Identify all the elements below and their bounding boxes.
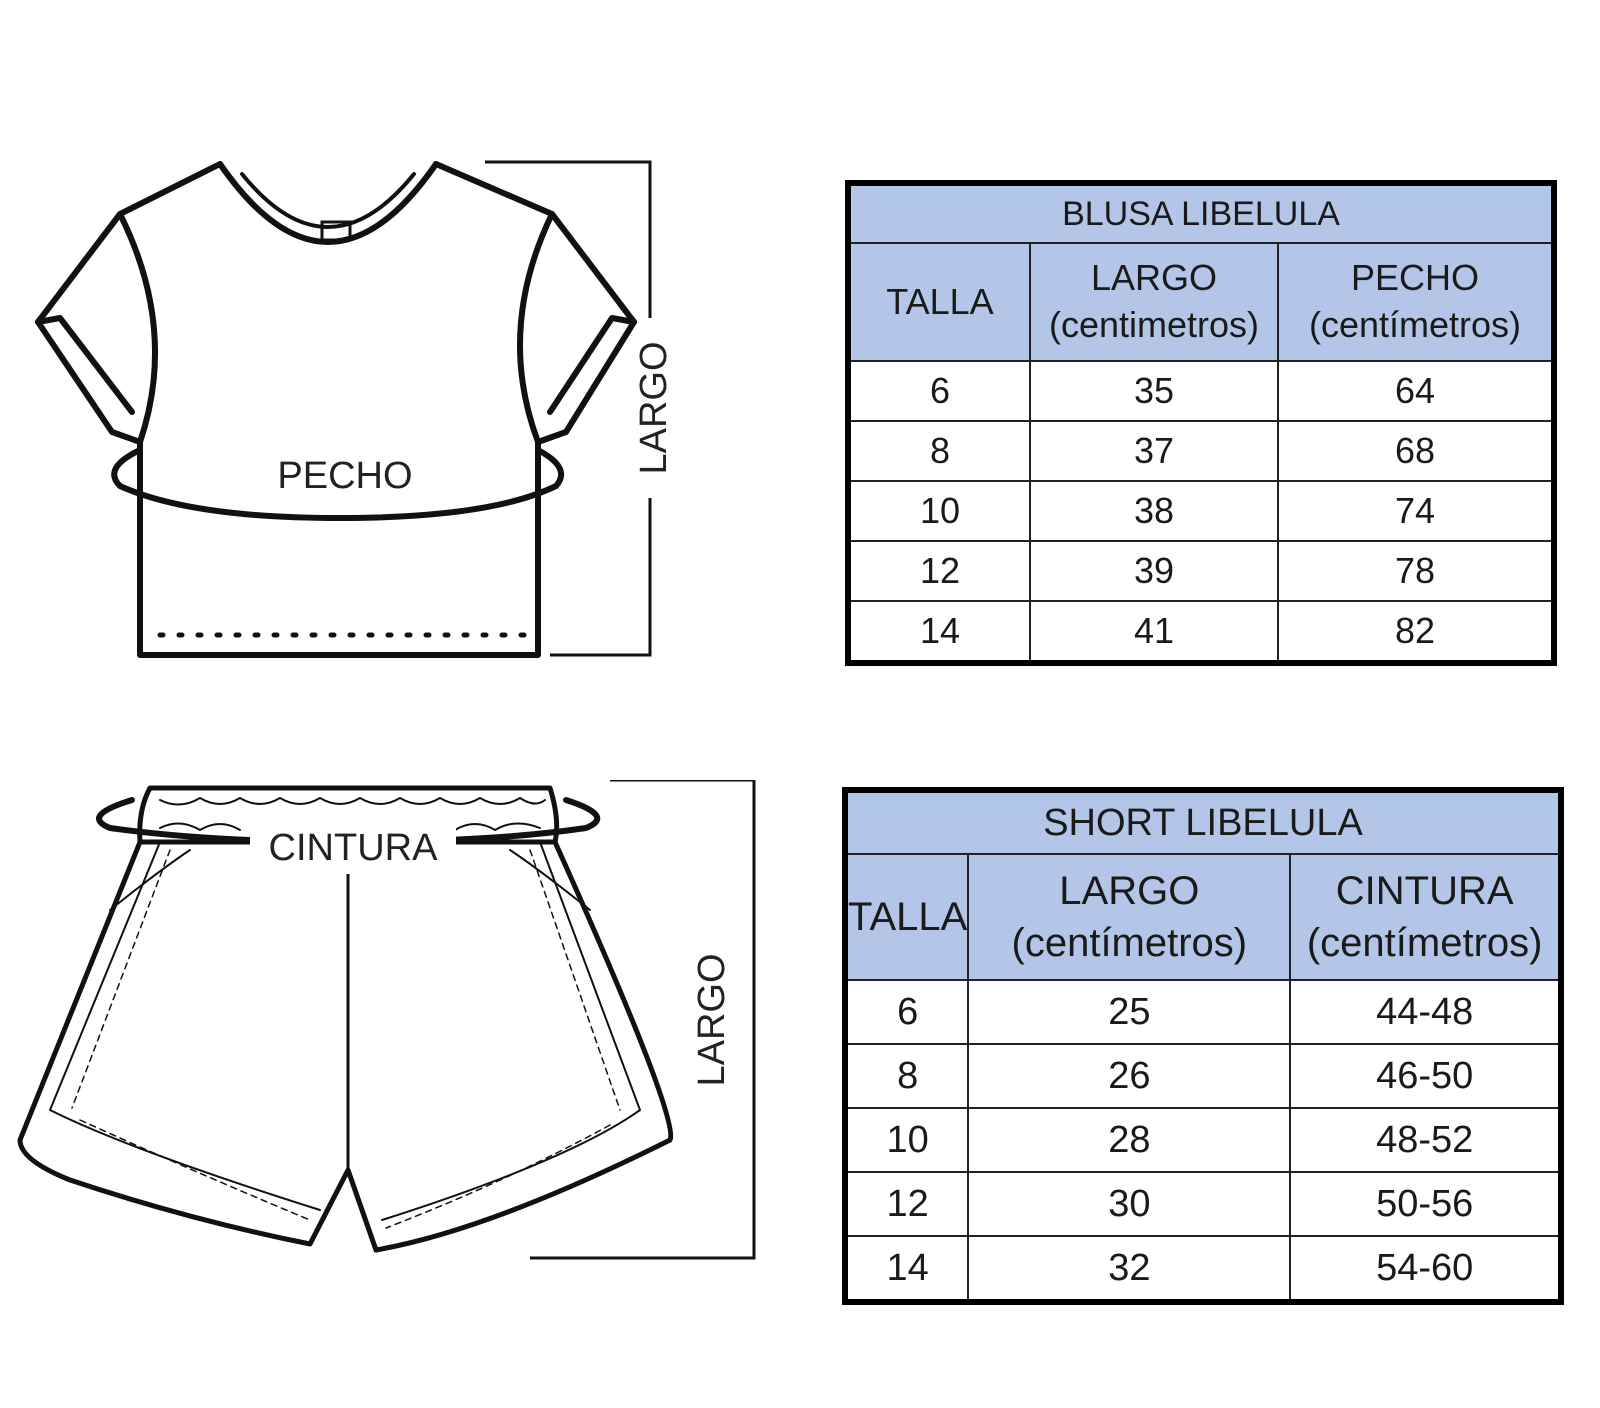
table-row bbox=[845, 1236, 1561, 1302]
cell-largo: 35 bbox=[1030, 361, 1278, 421]
header-largo-line1: LARGO bbox=[1090, 257, 1218, 299]
cell-talla: 14 bbox=[848, 601, 1030, 663]
table-row bbox=[845, 1108, 1561, 1172]
cell-pecho: 68 bbox=[1278, 421, 1554, 481]
waist-label: CINTURA bbox=[268, 827, 438, 869]
header-pecho-line2: (centímetros) bbox=[1308, 304, 1522, 345]
shirt-illustration bbox=[20, 150, 720, 690]
cell-talla: 6 bbox=[848, 361, 1030, 421]
table-row bbox=[845, 1172, 1561, 1236]
cell-cintura: 46-50 bbox=[1290, 1044, 1561, 1108]
cell-largo: 38 bbox=[1030, 481, 1278, 541]
shorts-length-label: LARGO bbox=[691, 953, 733, 1087]
cell-talla: 8 bbox=[845, 1044, 968, 1108]
header-largo-line2: (centimetros) bbox=[1048, 304, 1260, 345]
table-row bbox=[848, 601, 1554, 663]
cell-pecho: 64 bbox=[1278, 361, 1554, 421]
cell-talla: 12 bbox=[845, 1172, 968, 1236]
blusa-table-title: BLUSA LIBELULA bbox=[848, 183, 1554, 243]
header-cintura-line1: CINTURA bbox=[1335, 869, 1514, 913]
table-row bbox=[845, 1044, 1561, 1108]
cell-talla: 14 bbox=[845, 1236, 968, 1302]
header-largo-line1: LARGO bbox=[1059, 869, 1200, 913]
header-pecho bbox=[1278, 243, 1554, 361]
cell-talla: 6 bbox=[845, 980, 968, 1044]
cell-talla: 10 bbox=[845, 1108, 968, 1172]
cell-talla: 10 bbox=[848, 481, 1030, 541]
table-row bbox=[848, 541, 1554, 601]
header-talla: TALLA bbox=[848, 243, 1030, 361]
cell-pecho: 74 bbox=[1278, 481, 1554, 541]
cell-pecho: 82 bbox=[1278, 601, 1554, 663]
cell-talla: 8 bbox=[848, 421, 1030, 481]
cell-largo: 30 bbox=[968, 1172, 1290, 1236]
table-row bbox=[845, 980, 1561, 1044]
cell-pecho: 78 bbox=[1278, 541, 1554, 601]
chest-label: PECHO bbox=[277, 455, 413, 497]
header-largo bbox=[1030, 243, 1278, 361]
cell-largo: 28 bbox=[968, 1108, 1290, 1172]
cell-cintura: 44-48 bbox=[1290, 980, 1561, 1044]
cell-talla: 12 bbox=[848, 541, 1030, 601]
header-largo bbox=[968, 854, 1290, 980]
header-largo-line2: (centímetros) bbox=[1011, 921, 1248, 965]
cell-largo: 26 bbox=[968, 1044, 1290, 1108]
header-cintura-line2: (centímetros) bbox=[1306, 921, 1543, 965]
blusa-size-table bbox=[845, 180, 1557, 666]
cell-largo: 25 bbox=[968, 980, 1290, 1044]
cell-cintura: 54-60 bbox=[1290, 1236, 1561, 1302]
cell-cintura: 50-56 bbox=[1290, 1172, 1561, 1236]
cell-largo: 37 bbox=[1030, 421, 1278, 481]
table-row bbox=[848, 361, 1554, 421]
short-table-title: SHORT LIBELULA bbox=[845, 790, 1561, 854]
short-size-table bbox=[842, 787, 1564, 1305]
table-row bbox=[848, 421, 1554, 481]
header-pecho-line1: PECHO bbox=[1350, 257, 1480, 299]
header-cintura bbox=[1290, 854, 1561, 980]
cell-largo: 32 bbox=[968, 1236, 1290, 1302]
cell-largo: 39 bbox=[1030, 541, 1278, 601]
header-talla: TALLA bbox=[845, 854, 968, 980]
cell-cintura: 48-52 bbox=[1290, 1108, 1561, 1172]
table-row bbox=[848, 481, 1554, 541]
shorts-illustration bbox=[10, 780, 770, 1300]
shirt-length-label: LARGO bbox=[633, 341, 675, 475]
cell-largo: 41 bbox=[1030, 601, 1278, 663]
